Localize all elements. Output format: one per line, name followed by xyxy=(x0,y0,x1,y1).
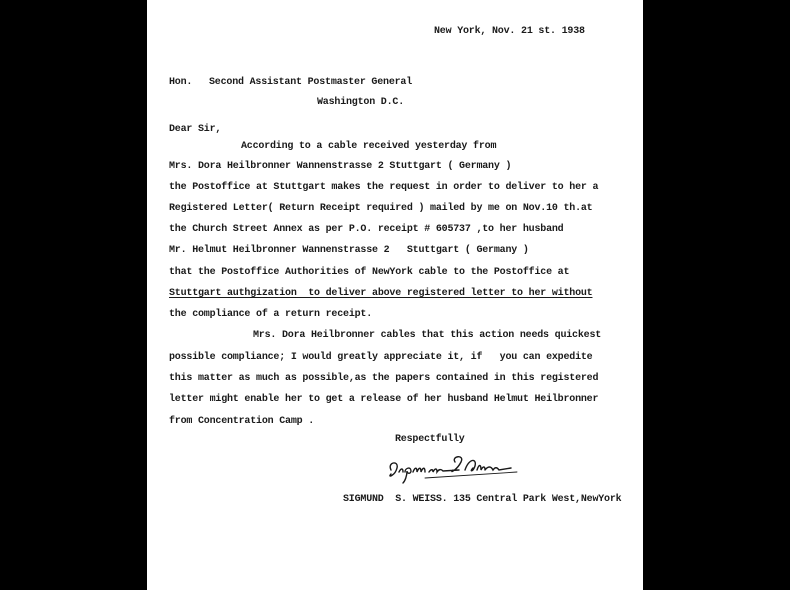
body-line-13: letter might enable her to get a release of her husband Helmut Heilbronner xyxy=(169,394,599,405)
body-line-14: from Concentration Camp . xyxy=(169,416,315,427)
body-line-8: Stuttgart authgization to deliver above registered letter to her without xyxy=(169,288,593,299)
body-line-5: the Church Street Annex as per P.O. receipt # 605737 ,to her husband xyxy=(169,224,564,235)
signature-line: SIGMUND S. WEISS. 135 Central Park West,NewYork xyxy=(343,494,622,505)
date-line: New York, Nov. 21 st. 1938 xyxy=(434,26,585,37)
salutation: Dear Sir, xyxy=(169,124,222,135)
body-line-7-a: that the Postoffice Authorities of NewYork cable to the Postoffice at xyxy=(169,267,570,278)
closing: Respectfully xyxy=(395,434,465,445)
body-line-2: Mrs. Dora Heilbronner Wannenstrasse 2 Stuttgart ( Germany ) xyxy=(169,161,512,172)
body-line-4: Registered Letter( Return Receipt required ) mailed by me on Nov.10 th.at xyxy=(169,203,593,214)
body-line-6: Mr. Helmut Heilbronner Wannenstrasse 2 Stuttgart ( Germany ) xyxy=(169,245,529,256)
body-line-7 xyxy=(169,267,569,279)
body-line-1: According to a cable received yesterday from xyxy=(241,141,497,152)
body-line-3: the Postoffice at Stuttgart makes the request in order to deliver to her a xyxy=(169,182,599,193)
handwritten-signature xyxy=(385,448,525,488)
body-line-10: Mrs. Dora Heilbronner cables that this action needs quickest xyxy=(253,330,602,341)
addressee-title: Second Assistant Postmaster General xyxy=(209,77,413,88)
addressee-prefix: Hon. xyxy=(169,77,193,88)
addressee-city: Washington D.C. xyxy=(317,97,405,108)
body-line-12: this matter as much as possible,as the papers contained in this registered xyxy=(169,373,599,384)
body-line-9: the compliance of a return receipt. xyxy=(169,309,373,320)
letter-page xyxy=(147,0,643,590)
body-line-11: possible compliance; I would greatly appreciate it, if you can expedite xyxy=(169,352,593,363)
